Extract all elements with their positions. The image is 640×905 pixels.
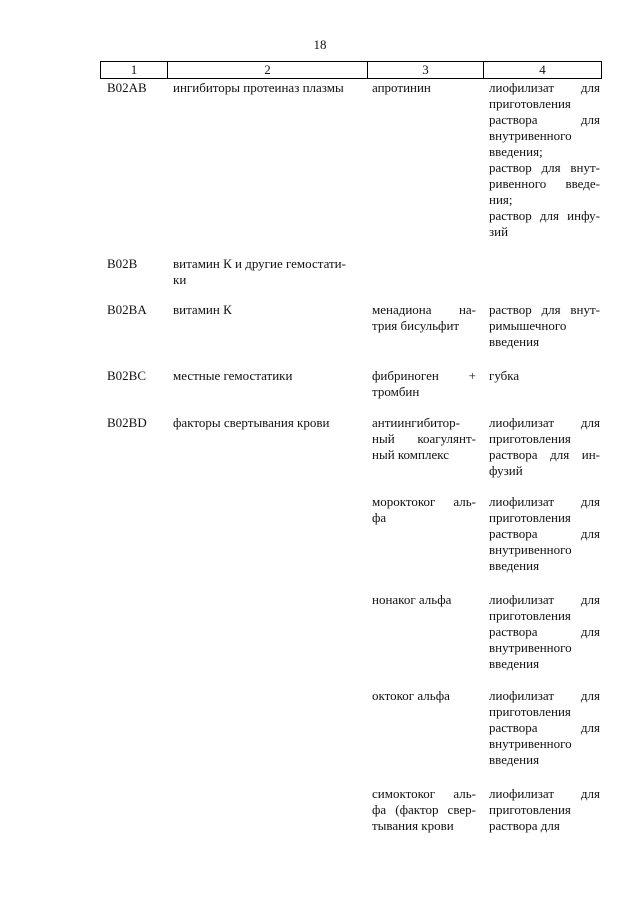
anatomical-group-line: факторы свертывания крови <box>173 415 330 430</box>
dosage-form-line: раствор для внут- <box>489 302 600 317</box>
dosage-form-line: приготовления <box>489 608 571 623</box>
atc-code: B02BC <box>107 368 147 383</box>
drug-name-line: симоктоког аль- <box>372 786 476 801</box>
dosage-form <box>489 592 600 672</box>
drug-name <box>372 415 476 463</box>
dosage-form-line: приготовления <box>489 510 571 525</box>
dosage-form-line: введения <box>489 558 540 573</box>
dosage-form <box>489 688 600 768</box>
drug-name <box>372 494 476 526</box>
dosage-form-line: внутривенного <box>489 542 572 557</box>
column-header-2: 2 <box>167 62 367 78</box>
drug-name-line: фа <box>372 510 387 525</box>
dosage-form <box>489 80 600 240</box>
drug-name-line: ный комплекс <box>372 447 450 462</box>
dosage-form-line: введения <box>489 752 540 767</box>
dosage-form-line: приготовления <box>489 96 571 111</box>
drug-name <box>372 80 476 96</box>
dosage-form-line: лиофилизат для <box>489 494 600 509</box>
dosage-form-line: фузий <box>489 463 523 478</box>
atc-code: B02BD <box>107 415 147 430</box>
dosage-form-line: введения <box>489 656 540 671</box>
drug-name <box>372 368 476 400</box>
anatomical-group-line: ингибиторы протеиназ плазмы <box>173 80 344 95</box>
dosage-form <box>489 415 600 479</box>
dosage-form-line: приготовления <box>489 431 571 446</box>
drug-name-line: антиингибитор- <box>372 415 460 430</box>
dosage-form-line: зий <box>489 224 509 239</box>
dosage-form <box>489 368 600 384</box>
dosage-form-line: раствора для <box>489 112 600 127</box>
dosage-form-line: раствор для внут- <box>489 160 600 175</box>
drug-name-line: фа (фактор свер- <box>372 802 476 817</box>
dosage-form-line: лиофилизат для <box>489 786 600 801</box>
atc-code: B02AB <box>107 80 147 95</box>
anatomical-group-line: ки <box>173 272 187 287</box>
table-column-header <box>100 61 602 79</box>
dosage-form-line: приготовления <box>489 802 571 817</box>
drug-name <box>372 786 476 834</box>
drug-name <box>372 592 476 608</box>
drug-name-line: ный коагулянт- <box>372 431 476 446</box>
drug-name <box>372 688 476 704</box>
dosage-form <box>489 786 600 834</box>
anatomical-group <box>173 256 363 288</box>
dosage-form-line: раствора для <box>489 624 600 639</box>
drug-name-line: октоког альфа <box>372 688 450 703</box>
dosage-form-line: ривенного введе- <box>489 176 600 191</box>
drug-name-line: мороктоког аль- <box>372 494 476 509</box>
column-header-1: 1 <box>100 62 167 78</box>
column-header-3: 3 <box>367 62 483 78</box>
drug-name-line: менадиона на- <box>372 302 476 317</box>
dosage-form-line: лиофилизат для <box>489 415 600 430</box>
anatomical-group-line: витамин К <box>173 302 232 317</box>
drug-name-line: нонаког альфа <box>372 592 452 607</box>
dosage-form-line: внутривенного <box>489 128 572 143</box>
drug-name-line: тромбин <box>372 384 420 399</box>
dosage-form-line: внутривенного <box>489 640 572 655</box>
dosage-form-line: лиофилизат для <box>489 688 600 703</box>
anatomical-group-line: витамин К и другие гемостати- <box>173 256 346 271</box>
drug-name-line: апротинин <box>372 80 431 95</box>
dosage-form-line: лиофилизат для <box>489 80 600 95</box>
page-number: 18 <box>313 37 327 52</box>
dosage-form-line: лиофилизат для <box>489 592 600 607</box>
dosage-form-line: раствора для <box>489 720 600 735</box>
anatomical-group <box>173 415 363 431</box>
drug-name-line: тывания крови <box>372 818 454 833</box>
dosage-form-line: ния; <box>489 192 513 207</box>
dosage-form-line: введения <box>489 334 540 349</box>
atc-code: B02BA <box>107 302 147 317</box>
dosage-form-line: введения; <box>489 144 543 159</box>
dosage-form-line: раствора для <box>489 526 600 541</box>
dosage-form-line: внутривенного <box>489 736 572 751</box>
anatomical-group-line: местные гемостатики <box>173 368 293 383</box>
anatomical-group <box>173 80 363 96</box>
dosage-form-line: римышечного <box>489 318 567 333</box>
drug-name-line: трия бисульфит <box>372 318 460 333</box>
dosage-form-line: раствора для ин- <box>489 447 600 462</box>
dosage-form-line: раствор для инфу- <box>489 208 600 223</box>
anatomical-group <box>173 368 363 384</box>
atc-code: B02B <box>107 256 138 271</box>
anatomical-group <box>173 302 363 318</box>
dosage-form-line: раствора для <box>489 818 560 833</box>
dosage-form-line: приготовления <box>489 704 571 719</box>
dosage-form <box>489 494 600 574</box>
drug-name <box>372 302 476 334</box>
dosage-form-line: губка <box>489 368 520 383</box>
column-header-4: 4 <box>483 62 602 78</box>
drug-name-line: фибриноген + <box>372 368 476 383</box>
dosage-form <box>489 302 600 350</box>
